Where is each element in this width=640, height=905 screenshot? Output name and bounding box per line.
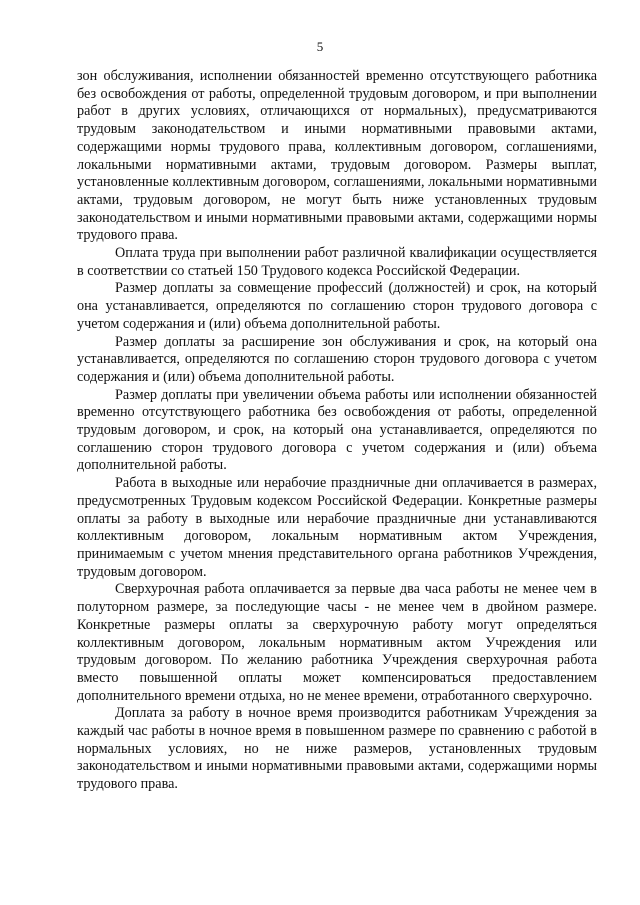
paragraph: Размер доплаты при увеличении объема работы или исполнении обязанностей временно отсутствующего работника без освобождения от работы, определенной трудовым договором, и срок, на который она устанавливается, определяются по соглашению сторон трудового договора с учетом содержания и (или) объема дополнительной работы. bbox=[77, 386, 597, 474]
paragraph: Оплата труда при выполнении работ различной квалификации осуществляется в соответствии со статьей 150 Трудового кодекса Российской Федерации. bbox=[77, 245, 597, 279]
paragraph: Доплата за работу в ночное время производится работникам Учреждения за каждый час работы в ночное время в повышенном размере по сравнению с работой в нормальных условиях, но не ниже размеров, установленных трудовым законодательством и иными нормативными правовыми актами, содержащими нормы трудового права. bbox=[77, 705, 597, 793]
paragraph: зон обслуживания, исполнении обязанностей временно отсутствующего работника без освобождения от работы, определенной трудовым договором, и при выполнении работ в других условиях, отличающихся от нормальных), предусматриваются трудовым законодательством и иными нормативными правовыми актами, содержащими нормы трудового права, коллективным договором, соглашениями, локальными нормативными актами, трудовым договором. Размеры выплат, установленные коллективным договором, соглашениями, локальными нормативными актами, трудовым договором, не могут быть ниже установленных трудовым законодательством и иными нормативными правовыми актами, содержащими нормы трудового права. bbox=[77, 68, 597, 244]
page-number: 5 bbox=[316, 39, 324, 54]
document-body bbox=[77, 68, 597, 794]
paragraph: Размер доплаты за расширение зон обслуживания и срок, на который она устанавливается, определяются по соглашению сторон трудового договора с учетом содержания и (или) объема дополнительной работы. bbox=[77, 333, 597, 385]
paragraph: Работа в выходные или нерабочие праздничные дни оплачивается в размерах, предусмотренных Трудовым кодексом Российской Федерации. Конкретные размеры оплаты за работу в выходные или нерабочие праздничные дни устанавливаются коллективным договором, локальным нормативным актом Учреждения, принимаемым с учетом мнения представительного органа работников Учреждения, трудовым договором. bbox=[77, 475, 597, 580]
paragraph: Размер доплаты за совмещение профессий (должностей) и срок, на который она устанавливается, определяются по соглашению сторон трудового договора с учетом содержания и (или) объема дополнительной работы. bbox=[77, 280, 597, 332]
paragraph: Сверхурочная работа оплачивается за первые два часа работы не менее чем в полуторном размере, за последующие часы - не менее чем в двойном размере. Конкретные размеры оплаты за сверхурочную работу могут определяться коллективным договором, локальным нормативным актом Учреждения или трудовым договором. По желанию работника Учреждения сверхурочная работа вместо повышенной оплаты может компенсироваться предоставлением дополнительного времени отдыха, но не менее времени, отработанного сверхурочно. bbox=[77, 581, 597, 704]
